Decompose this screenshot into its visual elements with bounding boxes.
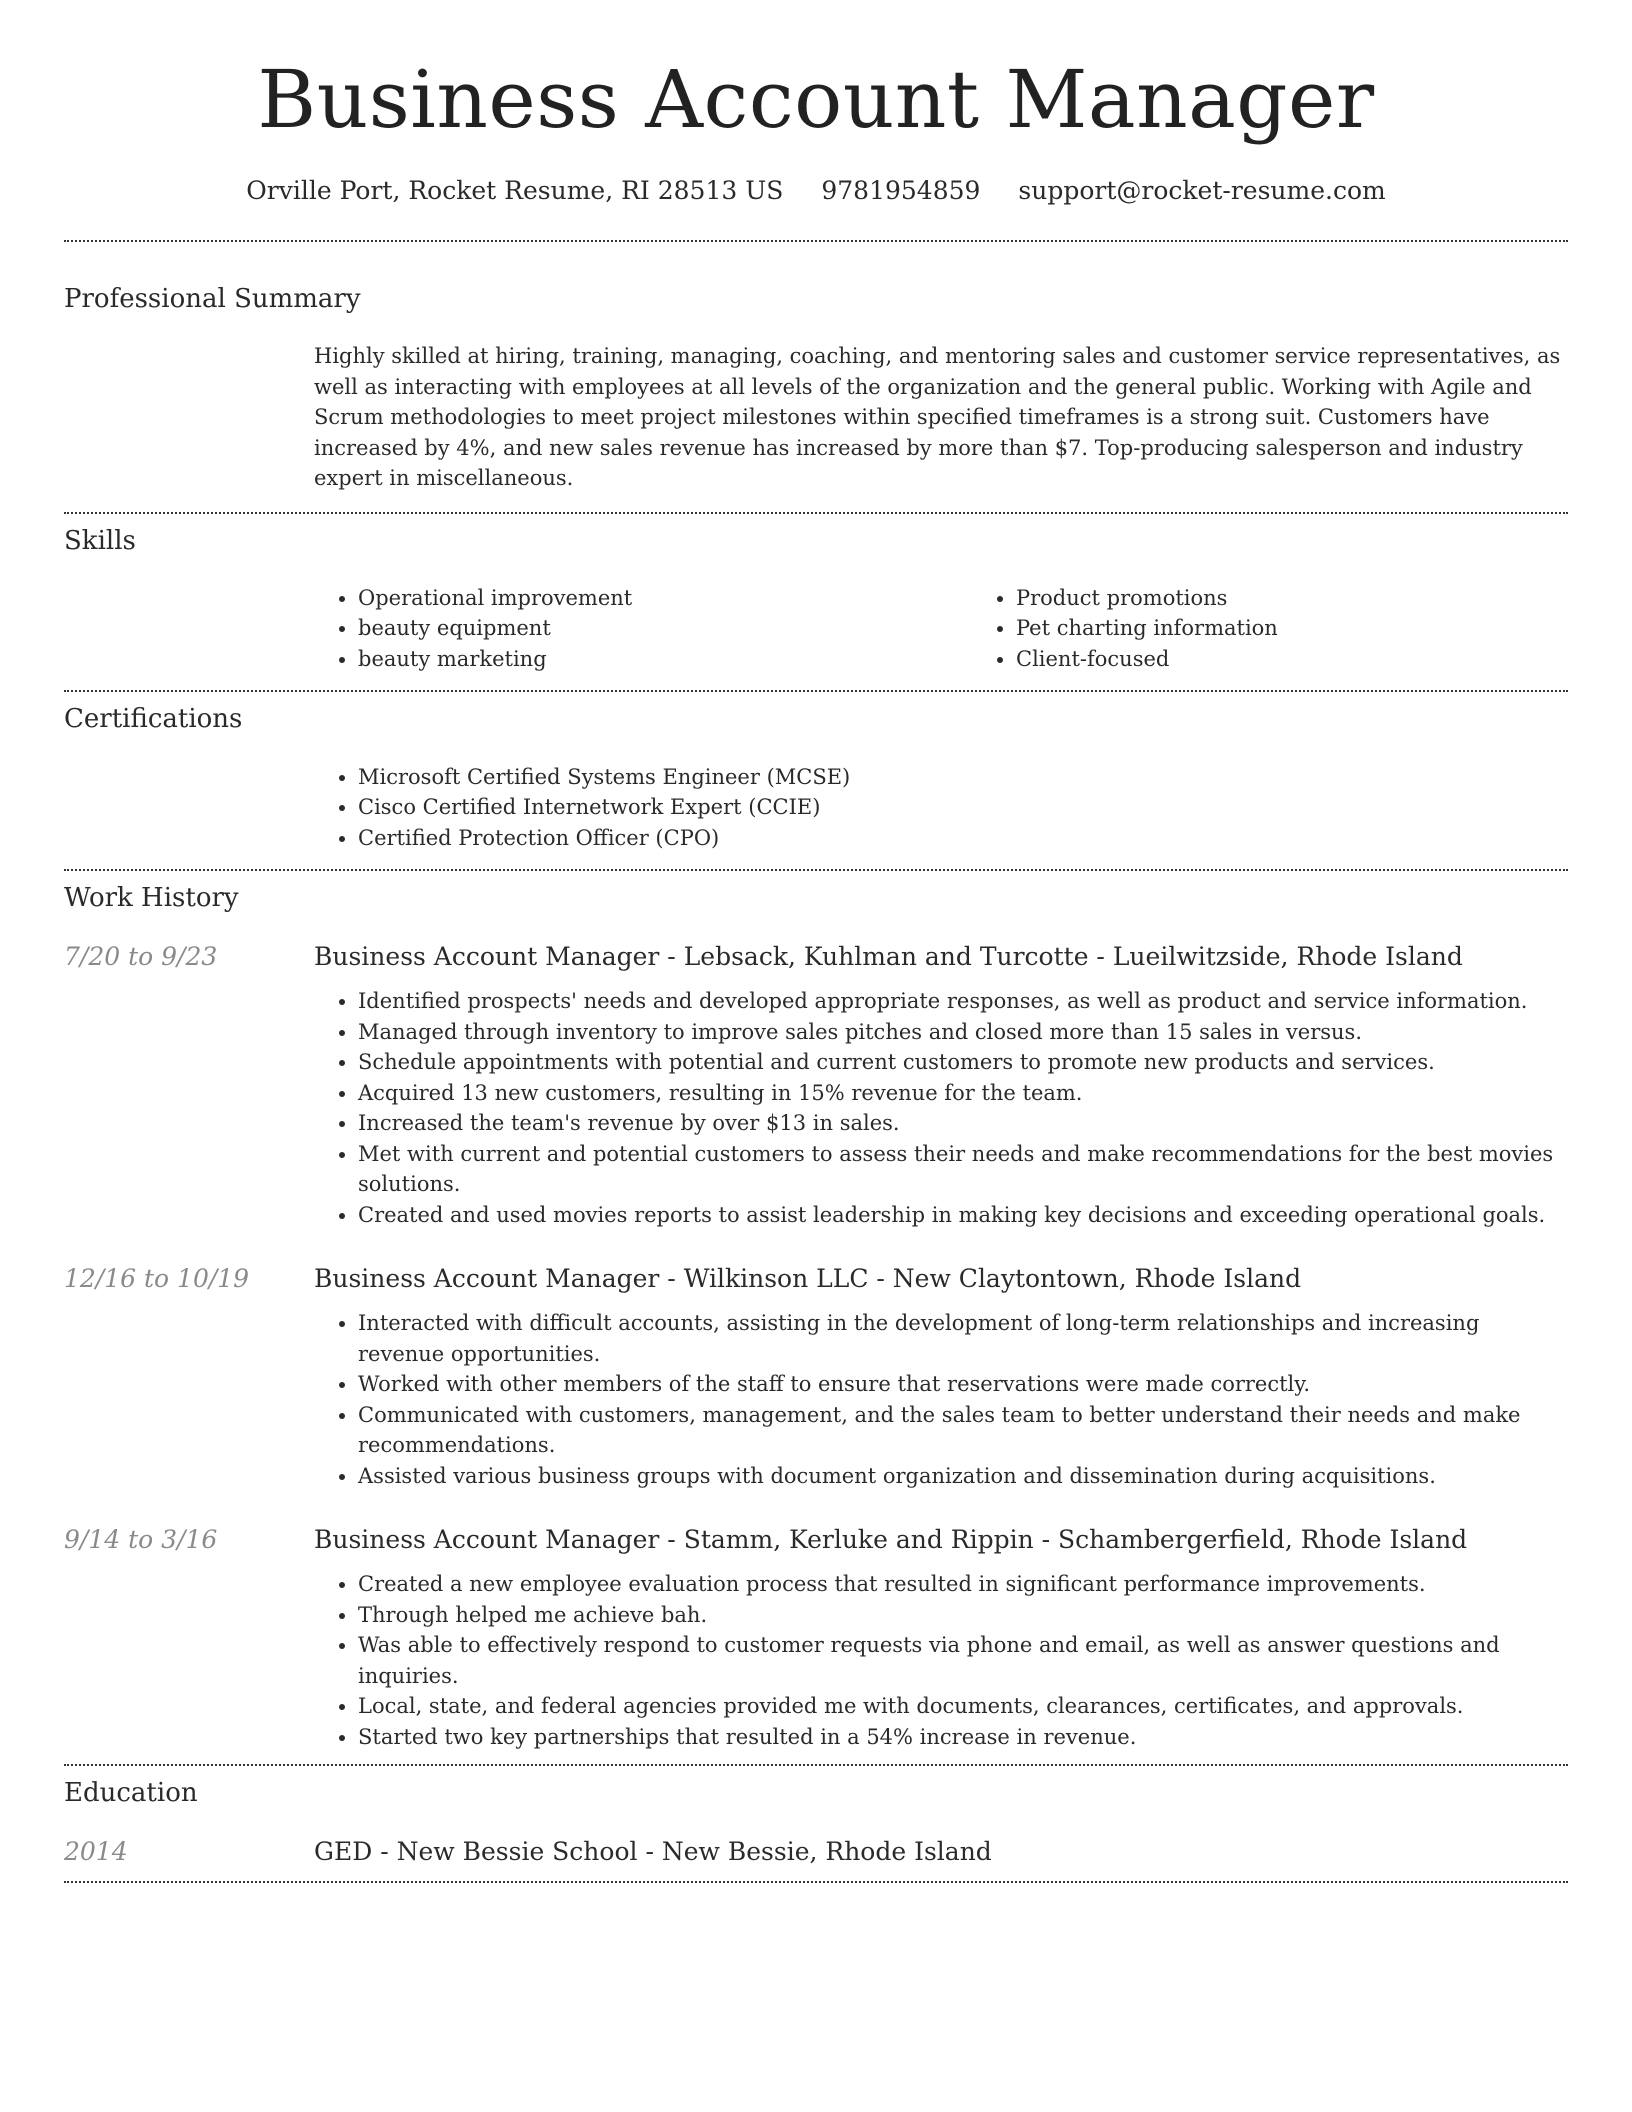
job-entry <box>64 942 1568 1230</box>
skills-title: Skills <box>64 525 136 556</box>
education-entry <box>64 1837 1568 1867</box>
certifications-title: Certifications <box>64 704 243 735</box>
work-history-section <box>64 871 1568 1764</box>
education-divider <box>64 1881 1568 1883</box>
job-bullet: • Schedule appointments with potential and current customers to promote new products and services. <box>358 1047 1568 1078</box>
skill-item: • beauty marketing <box>358 644 972 675</box>
skill-item: • Operational improvement <box>358 583 972 614</box>
skills-list-right <box>972 583 1630 675</box>
job-bullet: • Assisted various business groups with document organization and dissemination during acquisitions. <box>358 1461 1568 1492</box>
job-date: 12/16 to 10/19 <box>64 1264 250 1294</box>
job-bullets <box>314 1569 1568 1752</box>
job-bullet: • Through helped me achieve bah. <box>358 1600 1568 1631</box>
job-title: Business Account Manager - Lebsack, Kuhlman and Turcotte - Lueilwitzside, Rhode Island <box>314 942 1463 972</box>
work-history-title: Work History <box>64 883 239 914</box>
job-bullet: • Was able to effectively respond to customer requests via phone and email, as well as answer questions and inquiries. <box>358 1630 1568 1691</box>
certifications-section <box>64 692 1568 869</box>
job-bullet: • Worked with other members of the staff to ensure that reservations were made correctly. <box>358 1369 1568 1400</box>
job-bullet: • Created a new employee evaluation process that resulted in significant performance improvements. <box>358 1569 1568 1600</box>
job-bullet: • Local, state, and federal agencies provided me with documents, clearances, certificates, and approvals. <box>358 1691 1568 1722</box>
skills-list-left <box>314 583 972 675</box>
certification-item: • Cisco Certified Internetwork Expert (CCIE) <box>358 792 1568 823</box>
job-bullets <box>314 1308 1568 1491</box>
education-section <box>64 1766 1568 1881</box>
job-bullets <box>314 986 1568 1230</box>
summary-section <box>64 242 1568 512</box>
skill-item: • beauty equipment <box>358 613 972 644</box>
certifications-list <box>314 762 1568 854</box>
skill-item: • Client-focused <box>1016 644 1630 675</box>
job-bullet: • Managed through inventory to improve sales pitches and closed more than 15 sales in versus. <box>358 1017 1568 1048</box>
job-bullet: • Met with current and potential customers to assess their needs and make recommendations for the best movies solutions. <box>358 1139 1568 1200</box>
job-entry <box>64 1264 1568 1491</box>
job-bullet: • Identified prospects' needs and developed appropriate responses, as well as product and service information. <box>358 986 1568 1017</box>
job-bullet: • Created and used movies reports to assist leadership in making key decisions and exceeding operational goals. <box>358 1200 1568 1231</box>
education-title: Education <box>64 1778 198 1809</box>
job-bullet: • Communicated with customers, management, and the sales team to better understand their needs and make recommendations. <box>358 1400 1568 1461</box>
job-title: Business Account Manager - Wilkinson LLC - New Claytontown, Rhode Island <box>314 1264 1302 1294</box>
skill-item: • Product promotions <box>1016 583 1630 614</box>
education-degree: GED - New Bessie School - New Bessie, Rhode Island <box>314 1837 992 1867</box>
summary-text: Highly skilled at hiring, training, managing, coaching, and mentoring sales and customer service representatives, as well as interacting with employees at all levels of the organization and the general public. Working with Agile and Scrum methodologies to meet project milestones within specified timeframes is a strong suit. Customers have increased by 4%, and new sales revenue has increased by more than $7. Top-producing salesperson and industry expert in miscellaneous. <box>314 344 1561 491</box>
job-title: Business Account Manager - Stamm, Kerluke and Rippin - Schambergerfield, Rhode Island <box>314 1525 1468 1555</box>
skills-section <box>64 514 1568 691</box>
contact-email: support@rocket-resume.com <box>1018 176 1386 205</box>
contact-phone: 9781954859 <box>821 176 981 205</box>
certification-item: • Certified Protection Officer (CPO) <box>358 823 1568 854</box>
job-bullet: • Acquired 13 new customers, resulting in 15% revenue for the team. <box>358 1078 1568 1109</box>
education-date: 2014 <box>64 1837 128 1867</box>
skill-item: • Pet charting information <box>1016 613 1630 644</box>
job-bullet: • Interacted with difficult accounts, assisting in the development of long-term relationships and increasing revenue opportunities. <box>358 1308 1568 1369</box>
resume-name: Business Account Manager <box>257 53 1375 146</box>
job-date: 7/20 to 9/23 <box>64 942 218 972</box>
contact-line <box>64 176 1568 206</box>
job-entry <box>64 1525 1568 1752</box>
contact-address: Orville Port, Rocket Resume, RI 28513 US <box>246 176 784 205</box>
job-bullet: • Increased the team's revenue by over $13 in sales. <box>358 1108 1568 1139</box>
summary-title: Professional Summary <box>64 284 361 314</box>
job-bullet: • Started two key partnerships that resulted in a 54% increase in revenue. <box>358 1722 1568 1753</box>
certification-item: • Microsoft Certified Systems Engineer (MCSE) <box>358 762 1568 793</box>
job-date: 9/14 to 3/16 <box>64 1525 218 1555</box>
